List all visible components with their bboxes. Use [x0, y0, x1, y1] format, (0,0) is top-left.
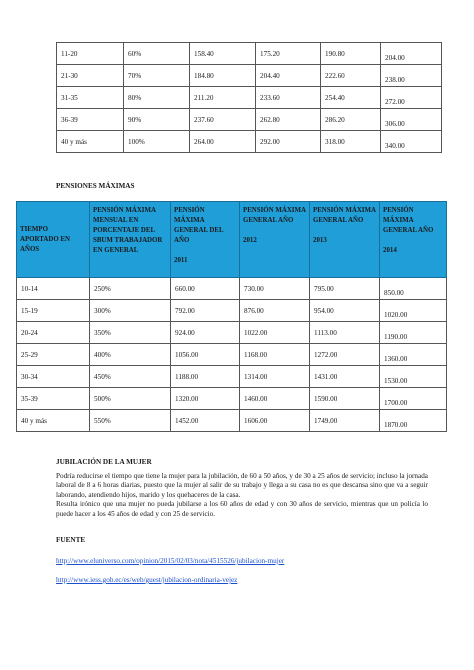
table-cell-v2011: 158.40	[190, 43, 256, 65]
table-cell-v2013: 254.40	[321, 87, 381, 109]
table-cell-v2011: 1188.00	[171, 366, 240, 388]
table-cell-percent: 550%	[90, 410, 171, 432]
table-cell-percent: 500%	[90, 388, 171, 410]
table-cell-range: 15-19	[17, 300, 90, 322]
table-row	[17, 300, 447, 322]
header-2011-year: 2011	[174, 257, 188, 264]
table-cell-v2011: 1452.00	[171, 410, 240, 432]
table-cell-percent: 400%	[90, 344, 171, 366]
table-cell-percent: 350%	[90, 322, 171, 344]
header-2013-year: 2013	[313, 237, 327, 244]
table-cell-v2012: 730.00	[240, 278, 310, 300]
table-cell-v2014-value: 1360.00	[384, 355, 408, 363]
jubilacion-paragraph-2: Resulta irónico que una mujer no pueda jubilarse a los 60 años de edad y con 30 años de servicio, mientras que un policía lo puede hacer a los 45 años de edad y con 25 de servicio.	[56, 500, 428, 518]
jubilacion-mujer-title: JUBILACIÓN DE LA MUJER	[56, 458, 152, 466]
table-cell-v2014-value: 850.00	[384, 289, 404, 297]
header-2014	[380, 202, 447, 278]
table-cell-percent: 250%	[90, 278, 171, 300]
table-cell-v2011: 211.20	[190, 87, 256, 109]
header-tiempo-aportado: TIEMPO APORTADO EN AÑOS	[17, 202, 90, 278]
top-pension-table	[56, 42, 442, 153]
header-2014-year: 2014	[383, 247, 397, 254]
header-2012	[240, 202, 310, 278]
table-cell-v2014	[380, 410, 447, 432]
table-cell-percent: 300%	[90, 300, 171, 322]
table-cell-v2013: 954.00	[310, 300, 380, 322]
table-cell-v2013: 1431.00	[310, 366, 380, 388]
table-cell-percent: 100%	[124, 131, 190, 153]
table-row	[57, 87, 442, 109]
table-cell-v2013: 1272.00	[310, 344, 380, 366]
table-cell-v2011: 924.00	[171, 322, 240, 344]
jubilacion-paragraph-1: Podría reducirse el tiempo que tiene la mujer para la jubilación, de 60 a 50 años, y de 30 a 25 años de servicio; incluso la jornada laboral de 8 a 6 horas diarias, puesto que la mujer al salir de su trabajo y llega a su casa no es que descansa sino que va a seguir laborando, atendiendo hijos, marido y los quehaceres de la casa.	[56, 472, 428, 499]
table-cell-v2014-value: 1020.00	[384, 311, 408, 319]
table-cell-v2013: 1749.00	[310, 410, 380, 432]
table-cell-v2014	[381, 131, 442, 153]
table-cell-v2012: 1022.00	[240, 322, 310, 344]
table-cell-v2014	[380, 300, 447, 322]
table-cell-range: 36-39	[57, 109, 124, 131]
table-cell-range: 40 y más	[57, 131, 124, 153]
table-cell-v2014-value: 1190.00	[384, 333, 408, 341]
table-cell-v2014-value: 306.00	[385, 120, 405, 128]
table-cell-v2014	[380, 366, 447, 388]
table-cell-percent: 90%	[124, 109, 190, 131]
table-cell-range: 21-30	[57, 65, 124, 87]
table-cell-v2013: 795.00	[310, 278, 380, 300]
jubilacion-text	[56, 472, 428, 519]
table-cell-range: 25-29	[17, 344, 90, 366]
table-cell-range: 10-14	[17, 278, 90, 300]
table-cell-v2012: 292.00	[256, 131, 321, 153]
table-cell-v2014	[380, 278, 447, 300]
table-cell-v2014	[380, 322, 447, 344]
table-cell-v2013: 222.60	[321, 65, 381, 87]
table-cell-v2014	[381, 87, 442, 109]
header-2013	[310, 202, 380, 278]
table-cell-percent: 80%	[124, 87, 190, 109]
table-cell-v2012: 1168.00	[240, 344, 310, 366]
header-2011	[171, 202, 240, 278]
table-cell-v2014-value: 272.00	[385, 98, 405, 106]
table-row	[17, 344, 447, 366]
table-cell-range: 31-35	[57, 87, 124, 109]
pensiones-table-body	[17, 278, 447, 432]
table-cell-v2013: 1590.00	[310, 388, 380, 410]
table-cell-v2014	[381, 65, 442, 87]
header-2013-label: PENSIÓN MÁXIMA GENERAL AÑO	[313, 207, 376, 224]
table-cell-v2012: 233.60	[256, 87, 321, 109]
table-cell-v2011: 264.00	[190, 131, 256, 153]
table-cell-v2013: 286.20	[321, 109, 381, 131]
table-cell-percent: 70%	[124, 65, 190, 87]
table-cell-v2014-value: 204.00	[385, 54, 405, 62]
table-cell-percent: 450%	[90, 366, 171, 388]
header-2012-year: 2012	[243, 237, 257, 244]
pensiones-maximas-table	[16, 201, 447, 432]
table-cell-v2014	[380, 344, 447, 366]
table-cell-v2013: 318.00	[321, 131, 381, 153]
table-cell-range: 20-24	[17, 322, 90, 344]
table-cell-v2012: 204.40	[256, 65, 321, 87]
table-cell-v2013: 1113.00	[310, 322, 380, 344]
table-cell-range: 40 y más	[17, 410, 90, 432]
table-row	[57, 131, 442, 153]
header-2011-label: PENSIÓN MÁXIMA GENERAL DEL AÑO	[174, 207, 224, 244]
table-row	[57, 109, 442, 131]
table-row	[57, 43, 442, 65]
table-cell-v2012: 1606.00	[240, 410, 310, 432]
table-cell-v2011: 237.60	[190, 109, 256, 131]
table-cell-v2014-value: 1870.00	[384, 421, 408, 429]
table-cell-v2014	[381, 43, 442, 65]
table-row	[17, 322, 447, 344]
table-row	[17, 366, 447, 388]
top-table-body	[57, 43, 442, 153]
table-row	[57, 65, 442, 87]
table-cell-range: 30-34	[17, 366, 90, 388]
table-cell-v2014-value: 238.00	[385, 76, 405, 84]
pensiones-maximas-title: PENSIONES MÁXIMAS	[56, 182, 135, 190]
table-cell-v2011: 1320.00	[171, 388, 240, 410]
fuente-title: FUENTE	[56, 536, 86, 544]
table-cell-v2014-value: 1530.00	[384, 377, 408, 385]
table-cell-v2014-value: 340.00	[385, 142, 405, 150]
table-cell-v2013: 190.80	[321, 43, 381, 65]
header-2014-label: PENSIÓN MÁXIMA GENERAL AÑO	[383, 207, 434, 234]
table-cell-v2014	[380, 388, 447, 410]
source-link-iess[interactable]: http://www.iess.gob.ec/es/web/guest/jubilacion-ordinaria-vejez	[56, 576, 238, 584]
table-cell-range: 35-39	[17, 388, 90, 410]
table-cell-percent: 60%	[124, 43, 190, 65]
table-cell-v2012: 175.20	[256, 43, 321, 65]
table-row	[17, 278, 447, 300]
table-cell-range: 11-20	[57, 43, 124, 65]
table-cell-v2012: 876.00	[240, 300, 310, 322]
table-row	[17, 410, 447, 432]
header-porcentaje-sbum: PENSIÓN MÁXIMA MENSUAL EN PORCENTAJE DEL SBUM TRABAJADOR EN GENERAL	[90, 202, 171, 278]
source-link-eluniverso[interactable]: http://www.eluniverso.com/opinion/2015/02/03/nota/4515526/jubilacion-mujer	[56, 557, 285, 565]
table-cell-v2012: 1460.00	[240, 388, 310, 410]
table-header-row	[17, 202, 447, 278]
table-cell-v2011: 184.80	[190, 65, 256, 87]
table-cell-v2011: 792.00	[171, 300, 240, 322]
table-cell-v2014	[381, 109, 442, 131]
table-row	[17, 388, 447, 410]
header-2012-label: PENSIÓN MÁXIMA GENERAL AÑO	[243, 207, 306, 224]
table-cell-v2011: 1056.00	[171, 344, 240, 366]
table-cell-v2014-value: 1700.00	[384, 399, 408, 407]
table-cell-v2012: 1314.00	[240, 366, 310, 388]
table-cell-v2011: 660.00	[171, 278, 240, 300]
table-cell-v2012: 262.80	[256, 109, 321, 131]
